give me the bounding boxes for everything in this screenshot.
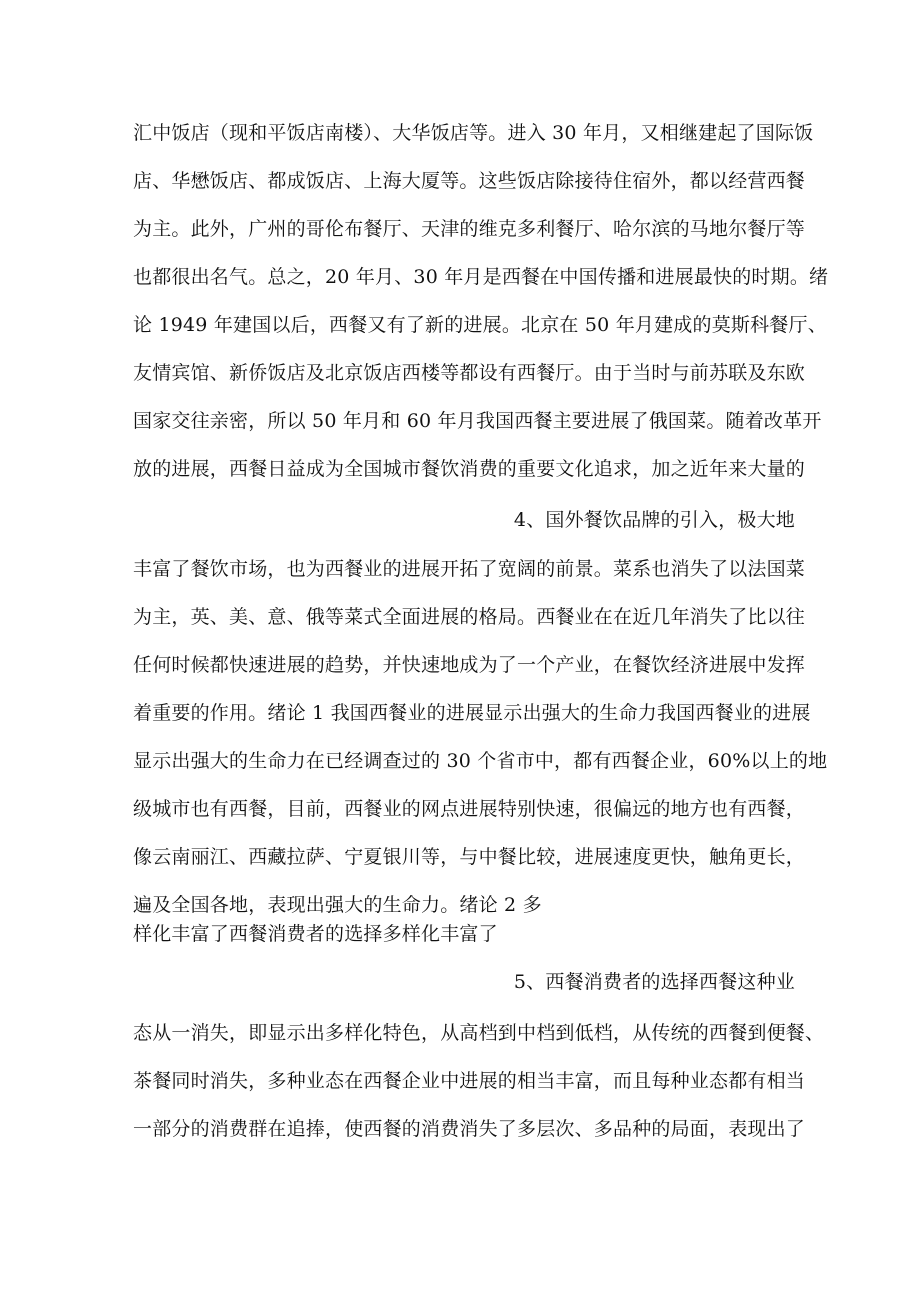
paragraph-line: 级城市也有西餐，目前，西餐业的网点进展特别快速，很偏远的地方也有西餐， bbox=[133, 798, 806, 820]
paragraph-line: 丰富了餐饮市场，也为西餐业的进展开拓了宽阔的前景。菜系也消失了以法国菜 bbox=[133, 558, 806, 580]
paragraph-line: 为主。此外，广州的哥伦布餐厅、天津的维克多利餐厅、哈尔滨的马地尔餐厅等 bbox=[133, 218, 806, 240]
paragraph-line: 也都很出名气。总之，20 年月、30 年月是西餐在中国传播和进展最快的时期。绪 bbox=[133, 266, 829, 288]
section-heading-4: 4、国外餐饮品牌的引入，极大地 bbox=[513, 509, 795, 531]
paragraph-line: 放的进展，西餐日益成为全国城市餐饮消费的重要文化追求，加之近年来大量的 bbox=[133, 458, 806, 480]
section-heading-5: 5、西餐消费者的选择西餐这种业 bbox=[513, 971, 795, 993]
paragraph-line: 汇中饭店（现和平饭店南楼）、大华饭店等。进入 30 年月，又相继建起了国际饭 bbox=[133, 122, 814, 144]
paragraph-line: 为主，英、美、意、俄等菜式全面进展的格局。西餐业在在近几年消失了比以往 bbox=[133, 606, 806, 628]
paragraph-line: 显示出强大的生命力在已经调查过的 30 个省市中，都有西餐企业，60%以上的地 bbox=[133, 750, 828, 772]
paragraph-line: 茶餐同时消失，多种业态在西餐企业中进展的相当丰富，而且每种业态都有相当 bbox=[133, 1070, 806, 1092]
paragraph-line: 任何时候都快速进展的趋势，并快速地成为了一个产业，在餐饮经济进展中发挥 bbox=[133, 654, 806, 676]
paragraph-line: 着重要的作用。绪论 1 我国西餐业的进展显示出强大的生命力我国西餐业的进展 bbox=[133, 702, 811, 724]
paragraph-line: 友情宾馆、新侨饭店及北京饭店西楼等都设有西餐厅。由于当时与前苏联及东欧 bbox=[133, 362, 806, 384]
paragraph-line: 遍及全国各地，表现出强大的生命力。绪论 2 多 bbox=[133, 894, 542, 916]
paragraph-line: 一部分的消费群在追捧，使西餐的消费消失了多层次、多品种的局面，表现出了 bbox=[133, 1118, 806, 1140]
paragraph-line: 样化丰富了西餐消费者的选择多样化丰富了 bbox=[133, 923, 498, 945]
paragraph-line: 国家交往亲密，所以 50 年月和 60 年月我国西餐主要进展了俄国菜。随着改革开 bbox=[133, 410, 822, 432]
paragraph-line: 店、华懋饭店、都成饭店、上海大厦等。这些饭店除接待住宿外，都以经营西餐 bbox=[133, 170, 806, 192]
paragraph-line: 像云南丽江、西藏拉萨、宁夏银川等，与中餐比较，进展速度更快，触角更长， bbox=[133, 846, 806, 868]
paragraph-line: 态从一消失，即显示出多样化特色，从高档到中档到低档，从传统的西餐到便餐、 bbox=[133, 1022, 825, 1044]
paragraph-line: 论 1949 年建国以后，西餐又有了新的进展。北京在 50 年月建成的莫斯科餐厅、 bbox=[133, 314, 827, 336]
